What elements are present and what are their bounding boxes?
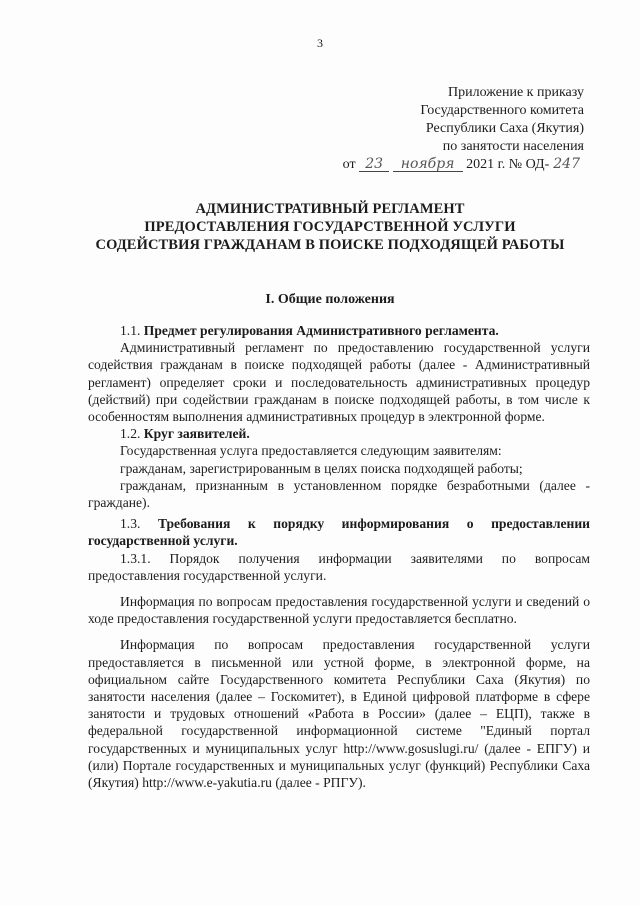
- section-heading: I. Общие положения: [265, 292, 395, 307]
- clause-number: 1.2.: [120, 426, 141, 442]
- paragraph: 1.3.1. Порядок получения информации заявителями по вопросам предоставления государственной услуги.: [88, 550, 590, 583]
- document-title: [60, 200, 600, 254]
- date-year-order: 2021 г. № ОД-: [466, 157, 550, 172]
- handwritten-month: ноября: [393, 157, 463, 172]
- handwritten-day: 23: [359, 157, 389, 172]
- appendix-line: Государственного комитета: [420, 103, 584, 118]
- paragraph: Информация по вопросам предоставления государственной услуги предоставляется в письменной или устной форме, в электронной форме, на официальном сайте Государственного комитета Республики Саха (Якутия) по занятости населения (далее – Госкомитет), в Единой цифровой платформе в сфере занятости и трудовых отношений «Работа в России» (далее – ЕЦП), также в федеральной государственной информационной системе "Единый портал государственных и муниципальных услуг http://www.gosuslugi.ru/ (далее - ЕПГУ) и (или) Портале государственных и муниципальных услуг (функций) Республики Саха (Якутия) http://www.e-yakutia.ru (далее - РПГУ).: [88, 637, 590, 791]
- date-prefix: от: [342, 157, 356, 172]
- paragraph: Административный регламент по предоставлению государственной услуги содействия гражданам в поиске подходящей работы (далее - Административный регламент) определяет сроки и последовательность административных процедур (действий) при содействии гражданам в поиске подходящей работы, в том числе к особенностям выполнения административных процедур в электронной форме.: [88, 340, 590, 425]
- title-line: СОДЕЙСТВИЯ ГРАЖДАНАМ В ПОИСКЕ ПОДХОДЯЩЕЙ РАБОТЫ: [95, 237, 565, 253]
- handwritten-order-number: 247: [553, 156, 580, 172]
- paragraph-1-3-heading: [88, 515, 590, 549]
- appendix-line: Приложение к приказу: [448, 85, 584, 100]
- document-body: [88, 322, 590, 791]
- clause-title: Предмет регулирования Административного регламента.: [143, 323, 499, 338]
- paragraph: гражданам, зарегистрированным в целях поиска подходящей работы;: [120, 460, 523, 476]
- appendix-line: по занятости населения: [442, 139, 584, 154]
- title-line: ПРЕДОСТАВЛЕНИЯ ГОСУДАРСТВЕННОЙ УСЛУГИ: [144, 219, 516, 235]
- paragraph-1-2-heading: [88, 425, 590, 442]
- appendix-block: [324, 84, 584, 174]
- clause-title: Круг заявителей.: [143, 426, 250, 442]
- appendix-line: Республики Саха (Якутия): [425, 121, 584, 136]
- clause-number: 1.3.: [120, 516, 141, 532]
- paragraph-1-1-heading: [88, 322, 590, 339]
- page-number: 3: [317, 36, 323, 50]
- paragraph: Информация по вопросам предоставления государственной услуги и сведений о ходе предоставления государственной услуги предоставляется бесплатно.: [88, 594, 590, 627]
- appendix-date-line: [324, 156, 584, 174]
- clause-number: 1.1.: [120, 323, 141, 338]
- clause-title: Требования к порядку информирования о предоставлении государственной услуги.: [88, 516, 590, 549]
- paragraph: гражданам, признанным в установленном порядке безработными (далее - граждане).: [88, 477, 590, 511]
- title-line: АДМИНИСТРАТИВНЫЙ РЕГЛАМЕНТ: [195, 201, 465, 217]
- paragraph: Государственная услуга предоставляется следующим заявителям:: [120, 443, 502, 459]
